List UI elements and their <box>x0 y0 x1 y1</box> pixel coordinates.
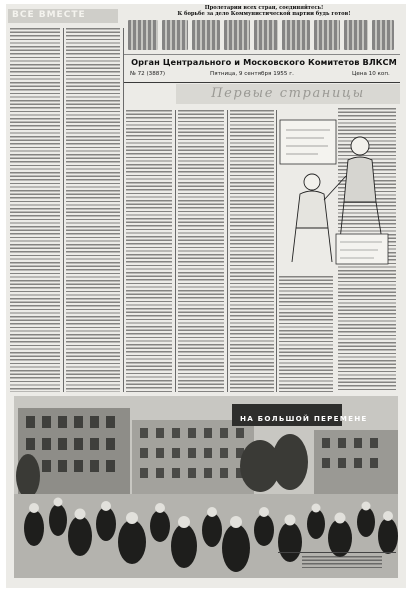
left-column-banner-text: ВСЕ ВМЕСТЕ <box>12 10 86 20</box>
left-column-banner <box>8 9 118 23</box>
masthead-organ: Орган Центрального и Московского Комитетов ВЛКСМ <box>131 57 397 67</box>
column-rule <box>227 110 228 392</box>
masthead-dateline <box>130 71 398 81</box>
masthead-slogan-2: К борьбе за дело Коммунистической партии будь готов! <box>177 11 351 17</box>
body-text-column-6 <box>279 276 333 392</box>
school-yard-photo <box>14 396 398 578</box>
column-rule <box>123 28 124 392</box>
masthead <box>124 18 400 55</box>
masthead-rule <box>124 82 400 83</box>
photo-caption: НА БОЛЬШОЙ ПЕРЕМЕНЕ <box>240 414 368 423</box>
body-text-column-4 <box>178 110 224 392</box>
masthead-title-lettering <box>128 20 394 50</box>
school-yard-photo-icon <box>14 396 398 578</box>
issue-number: № 72 (3887) <box>130 71 166 77</box>
article-header-text: Первые страницы <box>211 86 365 101</box>
drawing-of-pupils-icon <box>278 116 396 272</box>
body-text-column-1 <box>10 28 60 392</box>
masthead-slogan-1: Пролетарии всех стран, соединяйтесь! <box>204 5 324 11</box>
column-rule <box>175 110 176 392</box>
newspaper-page <box>6 4 406 588</box>
body-text-column-5 <box>230 110 274 392</box>
article-header-ribbon <box>176 84 400 104</box>
body-text-column-3 <box>126 110 172 392</box>
signature-rule <box>278 552 396 553</box>
column-rule <box>63 28 64 392</box>
masthead-slogans <box>146 5 382 17</box>
signature-text <box>302 556 382 570</box>
issue-price: Цена 10 коп. <box>352 71 390 77</box>
issue-date: Пятница, 9 сентября 1955 г. <box>210 71 294 77</box>
body-text-column-2 <box>66 28 120 392</box>
column-rule <box>276 110 277 392</box>
